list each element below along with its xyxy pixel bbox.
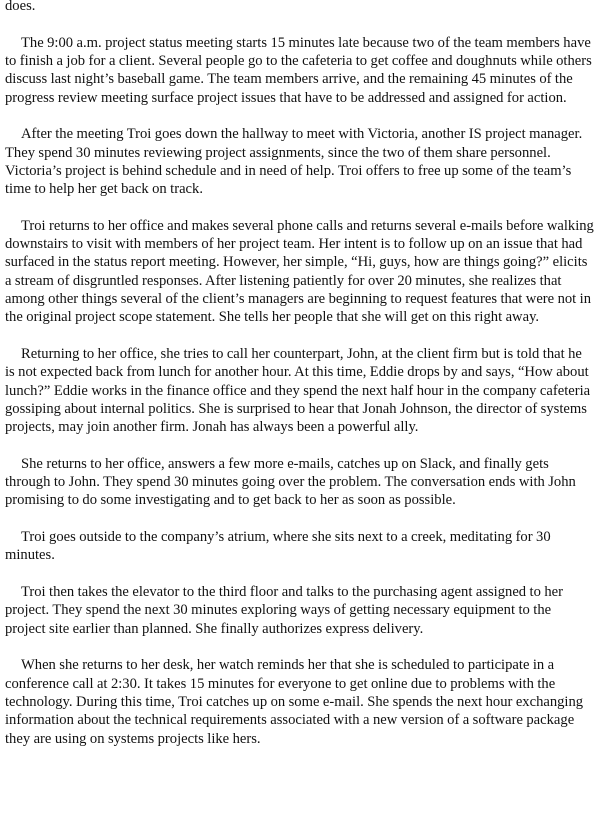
document-page [5,0,594,766]
paragraph-conference-call: When she returns to her desk, her watch reminds her that she is scheduled to participate in a conference call at 2:30. It takes 15 minutes for everyone to get online due to problems with the technology. During this time, Troi catches up on some e-mail. She spends the next hour exchanging information about the technical requirements associated with a new version of a software package they are using on systems projects like hers. [5,657,584,747]
paragraph-purchasing-agent: Troi then takes the elevator to the third floor and talks to the purchasing agent assigned to her project. They spend the next 30 minutes exploring ways of getting necessary equipment to the project site earlier than planned. She finally authorizes express delivery. [5,584,563,637]
paragraph-atrium: Troi goes outside to the company’s atrium, where she sits next to a creek, meditating for 30 minutes. [5,529,551,564]
paragraph-victoria-meeting: After the meeting Troi goes down the hallway to meet with Victoria, another IS project manager. They spend 30 minutes reviewing project assignments, since the two of them share personnel. Victoria’s project is behind schedule and in need of help. Troi offers to free up some of the team’s time to help her get back on track. [5,126,583,198]
paragraph-lunch: Returning to her office, she tries to call her counterpart, John, at the client firm but is told that he is not expected back from lunch for another hour. At this time, Eddie drops by and says, “How about lunch?” Eddie works in the finance office and they spend the next half hour in the company cafeteria gossiping about internal politics. She is surprised to hear that Jonah Johnson, the director of systems projects, may join another firm. Jonah has always been a powerful ally. [5,346,591,436]
paragraph-continuation: does. [5,0,36,14]
paragraph-team-visit: Troi returns to her office and makes several phone calls and returns several e-mails before walking downstairs to visit with members of her project team. Her intent is to follow up on an issue that had surfaced in the status report meeting. However, her simple, “Hi, guys, how are things going?” elicits a stream of disgruntled responses. After listening patiently for over 20 minutes, she realizes that among other things several of the client’s managers are beginning to request features that were not in the original project scope statement. She tells her people that she will get on this right away. [5,217,594,326]
paragraph-call-john: She returns to her office, answers a few more e-mails, catches up on Slack, and finally gets through to John. They spend 30 minutes going over the problem. The conversation ends with John promising to do some investigating and to get back to her as soon as possible. [5,455,576,509]
paragraph-status-meeting: The 9:00 a.m. project status meeting starts 15 minutes late because two of the team members have to finish a job for a client. Several people go to the cafeteria to get coffee and doughnuts while others discuss last night’s baseball game. The team members arrive, and the remaining 45 minutes of the progress review meeting surface project issues that have to be addressed and assigned for action. [5,34,592,106]
